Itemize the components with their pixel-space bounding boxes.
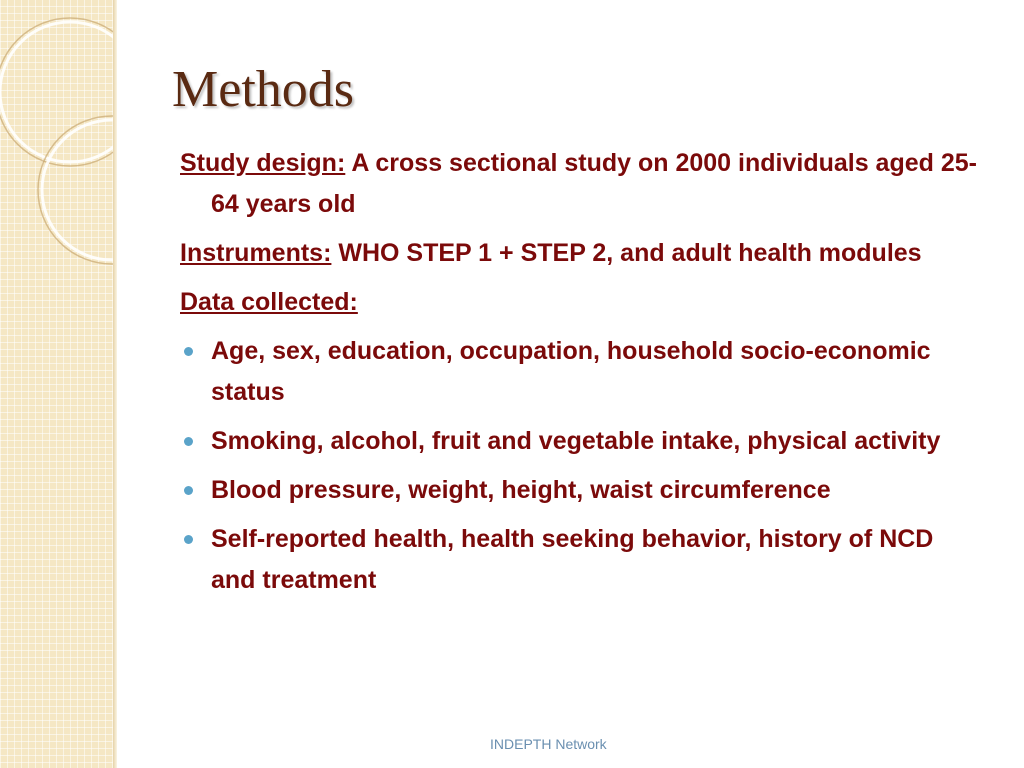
bullet-icon (184, 486, 193, 495)
slide-body (180, 143, 980, 609)
study-design-section (180, 143, 980, 225)
section-label: Study design: (180, 149, 346, 177)
instruments-section (180, 233, 980, 274)
footer-text: INDEPTH Network (490, 736, 607, 752)
bullet-icon (184, 535, 193, 544)
sidebar-divider (113, 0, 117, 768)
section-text: WHO STEP 1 + STEP 2, and adult health modules (331, 239, 922, 267)
bullet-item (180, 470, 980, 511)
slide-title: Methods (172, 61, 354, 118)
section-text: A cross sectional study on 2000 individuals aged 25-64 years old (211, 149, 977, 218)
bullet-item (180, 519, 980, 601)
bullet-text: Self-reported health, health seeking behavior, history of NCD and treatment (211, 525, 934, 594)
circle-decoration-icon (0, 0, 113, 330)
bullet-icon (184, 347, 193, 356)
section-label: Data collected (180, 288, 350, 316)
bullet-item (180, 421, 980, 462)
decorative-sidebar (0, 0, 113, 768)
section-text: : (349, 288, 358, 316)
bullet-icon (184, 437, 193, 446)
data-collected-section (180, 282, 980, 323)
bullet-text: Age, sex, education, occupation, household socio-economic status (211, 337, 931, 406)
bullet-item (180, 331, 980, 413)
bullet-text: Blood pressure, weight, height, waist circumference (211, 476, 831, 504)
section-label: Instruments: (180, 239, 332, 267)
bullet-text: Smoking, alcohol, fruit and vegetable intake, physical activity (211, 427, 941, 455)
